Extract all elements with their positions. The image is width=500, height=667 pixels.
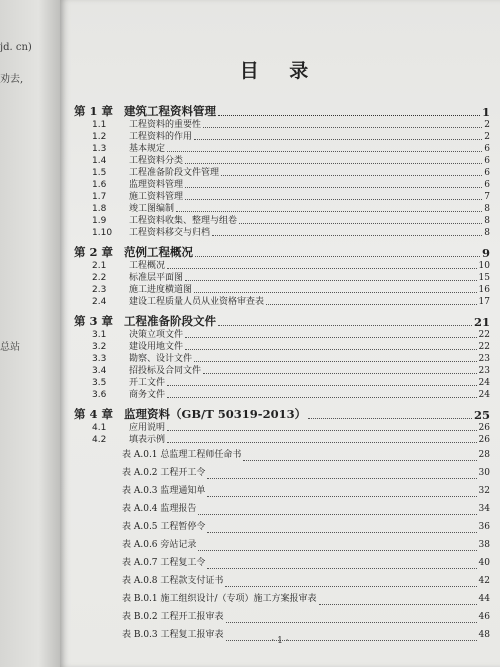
toc-page-number: 23	[478, 354, 490, 364]
toc-section-row	[74, 353, 490, 365]
toc-table-row	[74, 590, 490, 608]
toc-page-number: 34	[478, 504, 490, 514]
toc-entry-title: 填表示例	[129, 435, 166, 445]
toc-leader-dots	[194, 361, 477, 362]
toc-leader-dots	[308, 418, 472, 419]
toc-entry-title: 工程概况	[129, 261, 166, 271]
toc-entry-number: 第 3 章	[74, 314, 114, 328]
toc-section-row	[74, 167, 490, 179]
toc-leader-dots	[218, 115, 480, 116]
toc-section-row	[74, 143, 490, 155]
toc-entry-title: 标准层平面图	[129, 273, 184, 283]
toc-section-row	[74, 203, 490, 215]
toc-table-row	[74, 464, 490, 482]
toc-entry-title: 表 B.0.2 工程开工报审表	[122, 612, 224, 622]
toc-entry-title: 建设工程质量人员从业资格审查表	[129, 297, 265, 307]
toc-leader-dots	[225, 586, 476, 587]
toc-leader-dots	[185, 199, 482, 200]
toc-leader-dots	[198, 550, 476, 551]
toc-page-number: 23	[478, 366, 490, 376]
toc-section-row	[74, 260, 490, 272]
toc-page-number: 42	[478, 576, 490, 586]
toc-entry-number: 2.4	[92, 297, 107, 307]
toc-page-number: 6	[484, 156, 490, 166]
toc-table-row	[74, 500, 490, 518]
toc-table-row	[74, 518, 490, 536]
toc-leader-dots	[207, 478, 476, 479]
toc-entry-title: 表 A.0.3 监理通知单	[122, 486, 206, 496]
toc-chapter-row	[74, 308, 490, 329]
toc-leader-dots	[212, 235, 482, 236]
toc-entry-title: 表 A.0.1 总监理工程师任命书	[122, 450, 242, 460]
toc-page-number: 28	[478, 450, 490, 460]
toc-entry-title: 基本规定	[129, 144, 166, 154]
toc-section-row	[74, 272, 490, 284]
toc-page-number: 46	[478, 612, 490, 622]
toc-entry-title: 工程资料的作用	[129, 132, 193, 142]
toc-page-number: 17	[478, 297, 490, 307]
toc-page-number: 2	[484, 132, 490, 142]
toc-leader-dots	[226, 622, 477, 623]
toc-entry-title: 工程准备阶段文件管理	[129, 168, 220, 178]
toc-page-number: 15	[478, 273, 490, 283]
toc-entry-number: 第 2 章	[74, 245, 114, 259]
toc-entry-title: 工程资料移交与归档	[129, 228, 211, 238]
toc-page-number: 40	[478, 558, 490, 568]
toc-leader-dots	[194, 139, 482, 140]
toc-page-number: 7	[484, 192, 490, 202]
toc-entry-title: 表 B.0.1 施工组织设计/（专项）施工方案报审表	[122, 594, 317, 604]
toc-entry-number: 3.5	[92, 378, 107, 388]
toc-page	[60, 0, 500, 667]
toc-page-number: 36	[478, 522, 490, 532]
toc-entry-number: 3.6	[92, 390, 107, 400]
toc-section-row	[74, 119, 490, 131]
toc-entry-number: 2.3	[92, 285, 107, 295]
toc-section-row	[74, 365, 490, 377]
toc-leader-dots	[185, 280, 477, 281]
toc-page-number: 26	[478, 435, 490, 445]
toc-entry-title: 监理资料（GB/T 50319-2013）	[124, 407, 307, 421]
toc-leader-dots	[167, 442, 477, 443]
toc-leader-dots	[218, 325, 472, 326]
toc-page-number: 38	[478, 540, 490, 550]
toc-entry-number: 1.2	[92, 132, 107, 142]
toc-entry-title: 商务文件	[129, 390, 166, 400]
toc-leader-dots	[198, 514, 476, 515]
toc-entry-number: 1.4	[92, 156, 107, 166]
toc-entry-number: 3.3	[92, 354, 107, 364]
toc-entry-title: 施工进度横道图	[129, 285, 193, 295]
toc-chapter-row	[74, 401, 490, 422]
toc-page-number: 32	[478, 486, 490, 496]
toc-page-number: 44	[478, 594, 490, 604]
toc-section-row	[74, 215, 490, 227]
facing-page	[0, 0, 64, 667]
toc-entry-number: 1.3	[92, 144, 107, 154]
toc-entry-number: 2.1	[92, 261, 107, 271]
toc-entry-title: 工程资料的重要性	[129, 120, 202, 130]
toc-leader-dots	[319, 604, 477, 605]
toc-leader-dots	[221, 175, 482, 176]
toc-entry-title: 表 A.0.5 工程暂停令	[122, 522, 206, 532]
toc-page-number: 26	[478, 423, 490, 433]
toc-table-row	[74, 572, 490, 590]
toc-page-number: 9	[481, 246, 490, 260]
toc-leader-dots	[167, 268, 477, 269]
toc-leader-dots	[167, 151, 482, 152]
toc-leader-dots	[203, 373, 477, 374]
toc-section-row	[74, 341, 490, 353]
toc-entry-title: 建筑工程资料管理	[124, 104, 216, 118]
toc-entry-title: 工程资料分类	[129, 156, 184, 166]
toc-entry-number: 1.8	[92, 204, 107, 214]
toc-table-row	[74, 608, 490, 626]
toc-entry-title: 工程资料收集、整理与组卷	[129, 216, 238, 226]
toc-page-number: 2	[484, 120, 490, 130]
toc-page-number: 48	[478, 630, 490, 640]
toc-section-row	[74, 329, 490, 341]
toc-section-row	[74, 179, 490, 191]
toc-entry-number: 1.5	[92, 168, 107, 178]
toc-leader-dots	[185, 349, 477, 350]
toc-table-row	[74, 482, 490, 500]
toc-page-number: 8	[484, 228, 490, 238]
toc-entry-title: 表 B.0.3 工程复工报审表	[122, 630, 224, 640]
facing-page-fragment: 劝去,	[0, 74, 24, 85]
toc-section-row	[74, 434, 490, 446]
toc-entry-title: 工程准备阶段文件	[124, 314, 216, 328]
toc-entry-number: 1.7	[92, 192, 107, 202]
toc-entry-title: 表 A.0.4 监理报告	[122, 504, 197, 514]
toc-entry-number: 3.2	[92, 342, 107, 352]
toc-leader-dots	[167, 430, 477, 431]
toc-section-row	[74, 191, 490, 203]
toc-page-number: 25	[473, 408, 490, 422]
toc-entry-title: 施工资料管理	[129, 192, 184, 202]
toc-chapter-row	[74, 239, 490, 260]
toc-leader-dots	[176, 211, 482, 212]
toc-entry-title: 决策立项文件	[129, 330, 184, 340]
toc-section-row	[74, 422, 490, 434]
toc-page-number: 24	[478, 378, 490, 388]
toc-leader-dots	[185, 337, 477, 338]
toc-entry-title: 监理资料管理	[129, 180, 184, 190]
toc-entry-title: 应用说明	[129, 423, 166, 433]
facing-page-fragment: 总站	[0, 342, 20, 353]
toc-leader-dots	[243, 460, 476, 461]
toc-page-number: 8	[484, 204, 490, 214]
toc-entry-number: 4.1	[92, 423, 107, 433]
toc-page-number: 30	[478, 468, 490, 478]
toc-list	[74, 98, 490, 644]
toc-section-row	[74, 389, 490, 401]
toc-leader-dots	[239, 223, 482, 224]
toc-entry-number: 第 4 章	[74, 407, 114, 421]
toc-leader-dots	[185, 187, 482, 188]
toc-page-number: 22	[478, 342, 490, 352]
toc-entry-number: 2.2	[92, 273, 107, 283]
toc-entry-number: 1.9	[92, 216, 107, 226]
toc-leader-dots	[207, 568, 476, 569]
toc-entry-title: 招投标及合同文件	[129, 366, 202, 376]
toc-section-row	[74, 131, 490, 143]
toc-entry-number: 第 1 章	[74, 104, 114, 118]
toc-section-row	[74, 155, 490, 167]
toc-entry-title: 表 A.0.7 工程复工令	[122, 558, 206, 568]
toc-leader-dots	[167, 385, 477, 386]
toc-page-number: 1	[481, 105, 490, 119]
toc-entry-number: 3.4	[92, 366, 107, 376]
toc-leader-dots	[266, 304, 477, 305]
toc-leader-dots	[194, 292, 477, 293]
toc-entry-number: 1.10	[92, 228, 113, 238]
toc-page-number: 6	[484, 168, 490, 178]
toc-page-number: 16	[478, 285, 490, 295]
toc-section-row	[74, 377, 490, 389]
facing-page-fragment: jd. cn)	[0, 42, 32, 53]
toc-leader-dots	[195, 256, 480, 257]
toc-leader-dots	[167, 397, 477, 398]
toc-leader-dots	[203, 127, 482, 128]
toc-entry-title: 表 A.0.8 工程款支付证书	[122, 576, 224, 586]
toc-chapter-row	[74, 98, 490, 119]
toc-entry-title: 建设用地文件	[129, 342, 184, 352]
toc-page-number: 22	[478, 330, 490, 340]
toc-entry-title: 范例工程概况	[124, 245, 193, 259]
toc-page-number: 24	[478, 390, 490, 400]
toc-page-number: 21	[473, 315, 490, 329]
toc-entry-title: 勘察、设计文件	[129, 354, 193, 364]
toc-entry-number: 1.6	[92, 180, 107, 190]
toc-table-row	[74, 554, 490, 572]
toc-entry-title: 表 A.0.6 旁站记录	[122, 540, 197, 550]
toc-entry-number: 1.1	[92, 120, 107, 130]
toc-section-row	[74, 296, 490, 308]
toc-section-row	[74, 227, 490, 239]
toc-table-row	[74, 446, 490, 464]
toc-title: 目 录	[239, 60, 321, 82]
toc-entry-number: 4.2	[92, 435, 107, 445]
toc-leader-dots	[185, 163, 482, 164]
toc-leader-dots	[207, 496, 476, 497]
page-number: · 1 ·	[271, 636, 289, 646]
toc-leader-dots	[207, 532, 476, 533]
toc-entry-title: 开工文件	[129, 378, 166, 388]
toc-page-number: 10	[478, 261, 490, 271]
toc-page-number: 8	[484, 216, 490, 226]
toc-entry-title: 表 A.0.2 工程开工令	[122, 468, 206, 478]
toc-table-row	[74, 536, 490, 554]
toc-entry-title: 竣工图编制	[129, 204, 175, 214]
toc-page-number: 6	[484, 180, 490, 190]
toc-section-row	[74, 284, 490, 296]
toc-page-number: 6	[484, 144, 490, 154]
toc-entry-number: 3.1	[92, 330, 107, 340]
